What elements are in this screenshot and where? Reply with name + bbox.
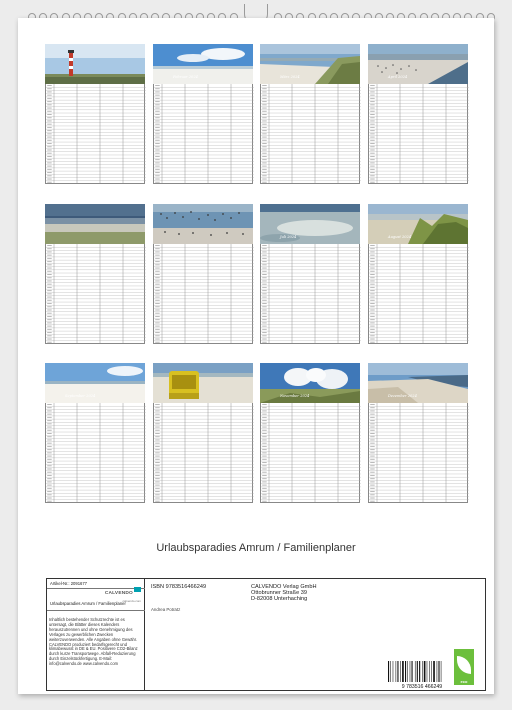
barcode-digits: 9 783516 466249: [401, 684, 443, 689]
planner-grid: [260, 403, 360, 503]
month-photo: [368, 204, 468, 244]
month-caption: Dezember 2024: [388, 394, 417, 398]
publisher-address: [251, 584, 317, 603]
month-photo: [153, 44, 253, 84]
month-block: [368, 44, 468, 184]
landscape-photo-icon: [368, 363, 468, 403]
month-block: [368, 363, 468, 503]
info-left-column: [47, 579, 145, 690]
landscape-photo-icon: [45, 44, 145, 84]
calendar-sheet: [18, 18, 494, 694]
month-photo: [260, 363, 360, 403]
month-caption: März 2024: [280, 75, 300, 79]
publisher-line: D-82008 Unterhaching: [251, 596, 308, 603]
month-block: [45, 44, 145, 184]
planner-grid: [368, 84, 468, 184]
month-photo: [368, 363, 468, 403]
month-photo: [153, 204, 253, 244]
brand-name: CALVENDO: [104, 591, 133, 596]
month-photo: [368, 44, 468, 84]
planner-grid: [260, 244, 360, 344]
month-photo: [45, 204, 145, 244]
month-block: [260, 44, 360, 184]
month-photo: [45, 44, 145, 84]
landscape-photo-icon: [368, 204, 468, 244]
month-block: [368, 204, 468, 344]
landscape-photo-icon: [260, 363, 360, 403]
author: Andrea Potratz: [151, 607, 181, 612]
legal-text: Inhaltlich bestehender Schutzrechte ist es untersagt, die Blätter dieses Kalenders herauszutrennen und ohne Genehmigung des Verlages zu gewerblichen Zwecken weiterzuverwenden. Alle Angaben ohne Gewähr. CALVENDO produziert bedarfsgerecht und klimabewusst in DE & EU. Positivere CO2-Bilanz durch kurze Transportwege. Abfall-Reduzierung durch Einzelstückfertigung. E-Mail: info@calvendo.de www.calvendo.com: [49, 617, 138, 667]
planner-grid: [45, 244, 145, 344]
landscape-photo-icon: [153, 204, 253, 244]
landscape-photo-icon: [153, 363, 253, 403]
month-caption: Juli 2024: [280, 235, 297, 239]
month-photo: [45, 363, 145, 403]
planner-grid: [368, 403, 468, 503]
eco-label: eco: [460, 679, 468, 684]
month-caption: August 2024: [388, 235, 412, 239]
month-block: [260, 363, 360, 503]
planner-grid: [153, 84, 253, 184]
planner-grid: [153, 244, 253, 344]
planner-grid: [153, 403, 253, 503]
month-caption: Februar 2024: [173, 75, 198, 79]
isbn: ISBN 9783516466249: [151, 584, 207, 590]
info-panel: [46, 578, 486, 691]
month-caption: September 2024: [65, 394, 96, 398]
month-block: [153, 363, 253, 503]
product-name: Urlaubsparadies Amrum / Familienplaner: [47, 599, 145, 611]
brand-sub: calvendo.com: [122, 599, 141, 603]
barcode: [382, 661, 462, 689]
landscape-photo-icon: [260, 44, 360, 84]
landscape-photo-icon: [260, 204, 360, 244]
planner-grid: [45, 84, 145, 184]
publisher-line: Ottobrunner Straße 39: [251, 590, 307, 597]
month-photo: [153, 363, 253, 403]
landscape-photo-icon: [45, 204, 145, 244]
month-block: [45, 363, 145, 503]
month-caption: November 2024: [280, 394, 310, 398]
month-block: [153, 44, 253, 184]
landscape-photo-icon: [153, 44, 253, 84]
publisher-line: CALVENDO Verlag GmbH: [251, 584, 317, 590]
planner-grid: [260, 84, 360, 184]
planner-grid: [45, 403, 145, 503]
article-number: Artikel-Nr.: 2091677: [47, 579, 145, 589]
landscape-photo-icon: [368, 44, 468, 84]
month-block: [153, 204, 253, 344]
month-caption: April 2024: [388, 75, 408, 79]
planner-grid: [368, 244, 468, 344]
month-block: [45, 204, 145, 344]
month-block: [260, 204, 360, 344]
month-photo: [260, 204, 360, 244]
calendar-title: Urlaubsparadies Amrum / Familienplaner: [156, 542, 356, 554]
calvendo-mark-icon: [134, 587, 141, 592]
month-photo: [260, 44, 360, 84]
